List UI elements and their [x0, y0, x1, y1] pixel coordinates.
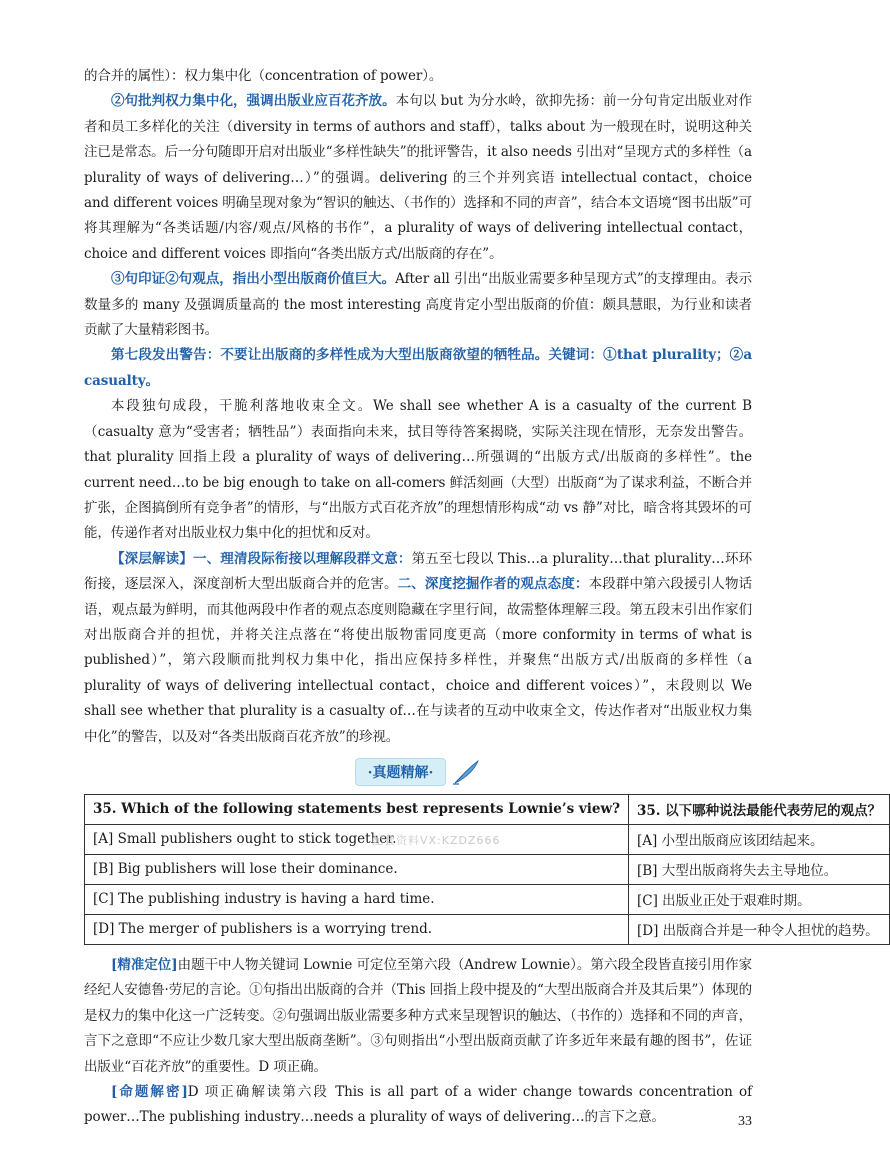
watermark: 配套资料VX:KZDZ666: [372, 834, 501, 847]
option-b-zh: [B] 大型出版商将失去主导地位。: [628, 854, 889, 884]
decode-paragraph: [84, 1080, 752, 1131]
banner-label: ·真题精解·: [355, 758, 447, 786]
option-d-zh: [D] 出版商合并是一种令人担忧的趋势。: [628, 914, 889, 944]
deep-reading: [84, 547, 752, 750]
option-c-en: [C] The publishing industry is having a hard time.: [85, 884, 629, 914]
option-row: [85, 884, 890, 914]
para-1: 的合并的属性）：权力集中化（concentration of power）。: [84, 68, 443, 84]
option-a-zh: [A] 小型出版商应该团结起来。: [628, 824, 889, 854]
deep-reading-text-1: 第五至七段以 This…a plurality…that plurality…环环衔接，逐层深入，深度剖析大型出版商合并的危害。: [84, 550, 753, 593]
deep-reading-label: 【深层解读】: [111, 550, 193, 567]
locate-paragraph: [84, 953, 752, 1080]
para-2-body: 本句以 but 为分水岭，欲抑先扬：前一分句肯定出版业对作者和员工多样化的关注（diversity in terms of authors and staff），talks about 为一般现在时，说明这种关注已是常态。后一分句随即开启对出版业“多样性缺失”的批评警告，it also needs 引出对“呈现方式的多样性（a plurality of ways of delivering…）”的强调。delivering 的三个并列宾语 intellectual contact，choice and different voices 明确呈现对象为“智识的触达、（书作的）选择和不同的声音”，结合本文语境“图书出版”可将其理解为“各类话题/内容/观点/风格的书作”，a plurality of ways of delivering intellectual contact，choice and different voices 即指向“各类出版方式/出版商的存在”。: [84, 93, 752, 262]
question-row: [85, 794, 890, 824]
decode-text: D 项正确解读第六段 This is all part of a wider change towards concentration of power…The publishing industry…needs a plurality of ways of delivering…的言下之意。: [84, 1084, 752, 1126]
option-d-en: [D] The merger of publishers is a worrying trend.: [85, 914, 629, 944]
option-c-zh: [C] 出版业正处于艰难时期。: [628, 884, 889, 914]
page-number: 33: [738, 1114, 752, 1129]
section-7-heading: 第七段发出警告：不要让出版商的多样性成为大型出版商欲望的牺牲品。关键词：①that plurality；②a casualty。: [84, 347, 752, 389]
locate-text: 由题干中人物关键词 Lownie 可定位至第六段（Andrew Lownie）。第六段全段皆直接引用作家经纪人安德鲁·劳尼的言论。①句指出出版商的合并（This 回指上段中提及的“大型出版商合并及其后果”）体现的是权力的集中化这一广泛转变。②句强调出版业需要多种方式来呈现智识的触达、（书作的）选择和不同的声音，言下之意即“不应让少数几家大型出版商垄断”。③句则指出“小型出版商贡献了许多近年来最有趣的图书”，佐证出版业“百花齐放”的重要性。D 项正确。: [84, 956, 752, 1075]
para-4: 本段独句成段，干脆利落地收束全文。We shall see whether A is a casualty of the current B（casualty 意为“受害者；牺牲品”）表面指向未来，拭目等待答案揭晓，实际关注现在情形，无奈发出警告。that plurality 回指上段 a plurality of ways of delivering…所强调的“出版方式/出版商的多样性”。the current need…to be big enough to take on all-comers 鲜活刻画（大型）出版商“为了谋求利益，不断合并扩张，企图搞倒所有竞争者”的情形，与“出版方式百花齐放”的理想情形构成“动 vs 静”对比，暗含将其毁坏的可能，传递作者对出版业权力集中化的担忧和反对。: [84, 398, 752, 542]
deep-reading-point-1: 一、理清段际衔接以理解段群文意：: [192, 550, 412, 567]
option-row: [85, 914, 890, 944]
quill-pen-icon: [451, 759, 481, 785]
section-banner: [84, 758, 752, 788]
para-3-heading: ③句印证②句观点，指出小型出版商价值巨大。: [111, 271, 396, 288]
question-table: [84, 794, 890, 945]
page-body: [84, 64, 882, 1131]
decode-label: [命题解密]: [111, 1084, 188, 1100]
option-b-en: [B] Big publishers will lose their dominance.: [85, 854, 629, 884]
question-zh: 35. 以下哪种说法最能代表劳尼的观点？: [628, 794, 889, 824]
para-3: [84, 267, 752, 343]
para-2-heading: ②句批判权力集中化，强调出版业应百花齐放。: [111, 93, 396, 110]
locate-label: [精准定位]: [111, 956, 178, 973]
para-2: [84, 89, 752, 267]
deep-reading-point-2: 二、深度挖掘作者的观点态度：: [397, 576, 589, 593]
option-a-en: [A] Small publishers ought to stick together.: [85, 824, 629, 854]
deep-reading-text-2: 本段群中第六段援引人物话语，观点最为鲜明，而其他两段中作者的观点态度则隐藏在字里行间，故需整体理解三段。第五段末引出作家们对出版商合并的担忧，并将关注点落在“将使出版物雷同度更高（more conformity in terms of what is published）”，第六段顺而批判权力集中化，指出应保持多样性，并聚焦“出版方式/出版商的多样性（a plurality of ways of delivering intellectual contact，choice and different voices）”，末段则以 We shall see whether that plurality is a casualty of…在与读者的互动中收束全文，传达作者对“出版业权力集中化”的警告，以及对“各类出版商百花齐放”的珍视。: [84, 576, 752, 745]
question-en: 35. Which of the following statements best represents Lownie’s view?: [85, 794, 629, 824]
para-3-body: After all 引出“出版业需要多种呈现方式”的支撑理由。表示数量多的 many 及强调质量高的 the most interesting 高度肯定小型出版商的价值：颇具慧眼，为行业和读者贡献了大量精彩图书。: [84, 271, 752, 339]
option-row: [85, 854, 890, 884]
